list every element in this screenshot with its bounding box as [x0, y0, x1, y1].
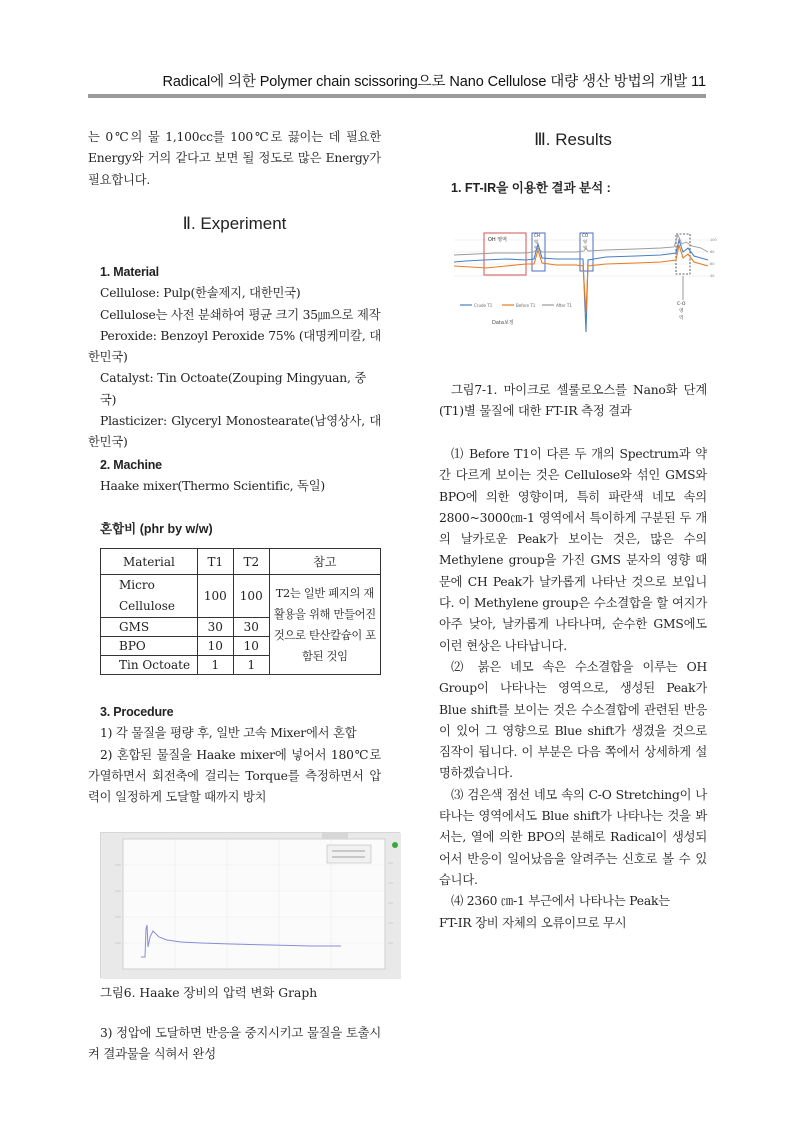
haake-graph-photo	[100, 832, 400, 978]
mix-ratio-table	[100, 548, 381, 675]
table-cell: 10	[197, 637, 233, 656]
svg-text:100: 100	[710, 238, 717, 242]
table-cell: 100	[233, 575, 269, 618]
procedure-section	[88, 702, 381, 808]
column-header: T2	[233, 549, 269, 575]
legend-label: Before T1	[516, 303, 536, 308]
svg-text:60: 60	[710, 262, 715, 266]
table-cell: 30	[197, 618, 233, 637]
svg-text:C-O: C-O	[677, 302, 686, 307]
svg-text:영: 영	[583, 239, 588, 244]
running-header: Radical에 의한 Polymer chain scissoring으로 Nano Cellulose 대량 생산 방법의 개발 11	[162, 74, 706, 90]
ftir-caption	[439, 380, 707, 423]
results-title: Ⅲ. Results	[534, 130, 612, 149]
material-heading: 1. Material	[100, 265, 159, 279]
procedure-step: 2) 혼합된 물질을 Haake mixer에 넣어서 180℃로 가열하면서 회전축에 걸리는 Torque를 측정하면서 압력이 일정하게 도달할 때까지 방치	[88, 747, 381, 805]
left-column	[88, 127, 381, 191]
material-line: Cellulose: Pulp(한솔제지, 대한민국)	[100, 286, 301, 301]
material-line: Plasticizer: Glyceryl Monostearate(남영상사, 대한민국)	[88, 414, 381, 450]
material-line: Catalyst: Tin Octoate(Zouping Mingyuan, 중국)	[100, 371, 367, 407]
experiment-title: Ⅱ. Experiment	[182, 214, 287, 233]
machine-section	[88, 455, 381, 498]
procedure-step: 3) 정압에 도달하면 반응을 중지시키고 물질을 토출시켜 결과물을 식혀서 완성	[88, 1026, 381, 1062]
haake-graph-image	[101, 833, 401, 979]
svg-text:40: 40	[710, 274, 715, 278]
column-header: Material	[101, 549, 198, 575]
table-row	[101, 575, 381, 618]
svg-text:CO: CO	[582, 233, 589, 238]
svg-text:역: 역	[534, 245, 539, 250]
ftir-heading: 1. FT-IR을 이용한 결과 분석 :	[451, 181, 611, 195]
result-paragraph: FT-IR 장비 자체의 오류이므로 무시	[439, 915, 627, 930]
table-cell: GMS	[101, 618, 198, 637]
result-paragraph: ⑵ 붉은 네모 속은 수소결합을 이루는 OH Group이 나타나는 영역으로, 생성된 Peak가 Blue shift를 보이는 것은 수소결합에 관련된 반응이 있어 그 영향으로 Blue shift가 생겼을 것으로 짐작이 됩니다. 이 부분은 다음 쪽에서 상세하게 설명하겠습니다.	[439, 659, 707, 781]
svg-text:80: 80	[710, 250, 715, 254]
svg-text:영: 영	[679, 309, 684, 314]
material-line: Peroxide: Benzoyl Peroxide 75% (대명케미칼, 대한민국)	[88, 328, 381, 365]
data-note-label: Data보정	[492, 320, 514, 326]
result-paragraph: ⑶ 검은색 점선 네모 속의 C-O Stretching이 나타나는 영역에서도 Blue shift가 나타나는 것을 봐서는, 열에 의한 BPO의 분해로 Radical이 생성되어서 반응이 일어났음을 알려주는 신호로 볼 수 있습니다.	[439, 787, 707, 887]
result-paragraph: ⑴ Before T1이 다른 두 개의 Spectrum과 약간 다르게 보이는 것은 Cellulose와 섞인 GMS와 BPO에 의한 영향이며, 특히 파란색 네모 속의 2800~3000㎝-1 영역에서 특이하게 구분된 두 개의 날카로운 Peak가 보이는 것은, 많은 수의 Methylene group을 가진 GMS 분자의 영향 때문에 CH Peak가 날카롭게 나타난 것으로 보입니다. 이 Methylene group은 수소결합을 할 여지가 아주 낮아, 날카롭게 나타나며, 순수한 GMS에도 이런 현상은 나타납니다.	[439, 447, 707, 653]
table-cell: 30	[233, 618, 269, 637]
column-header: T1	[197, 549, 233, 575]
table-cell: BPO	[101, 637, 198, 656]
ftir-spectrum-image	[446, 222, 717, 368]
material-section	[88, 262, 381, 454]
svg-text:CH: CH	[534, 233, 541, 238]
mix-ratio-heading: 혼합비 (phr by w/w)	[100, 522, 213, 536]
table-cell: 1	[197, 656, 233, 675]
result-paragraph: ⑷ 2360 ㎝-1 부근에서 나타나는 Peak는	[451, 894, 670, 909]
legend-label: After T1	[556, 303, 572, 308]
intro-paragraph: 는 0℃의 물 1,100cc를 100℃로 끓이는 데 필요한 Energy와 거의 같다고 보면 될 정도로 많은 Energy가 필요합니다.	[88, 130, 381, 187]
procedure-step: 1) 각 물질을 평량 후, 일반 고속 Mixer에서 혼합	[100, 726, 357, 741]
legend-label: Crude T1	[474, 303, 493, 308]
svg-text:역: 역	[679, 316, 684, 321]
ftir-figure	[446, 222, 717, 368]
table-cell: 1	[233, 656, 269, 675]
column-header: 참고	[269, 549, 380, 575]
header-rule	[88, 94, 706, 98]
figure7-caption: 그림7-1. 마이크로 셀룰로오스를 Nano화 단계(T1)별 물질에 대한 FT-IR 측정 결과	[439, 383, 707, 419]
procedure-step3	[88, 1023, 381, 1066]
oh-region-label: OH 영역	[488, 237, 507, 243]
table-cell: 10	[233, 637, 269, 656]
svg-text:영: 영	[534, 239, 539, 244]
machine-heading: 2. Machine	[100, 458, 162, 472]
svg-text:역: 역	[583, 245, 588, 250]
table-cell: Tin Octoate	[101, 656, 198, 675]
table-cell: 100	[197, 575, 233, 618]
material-line: Cellulose는 사전 분쇄하여 평균 크기 35㎛으로 제작	[100, 307, 381, 322]
table-note: T2는 일반 폐지의 재활용을 위해 만들어진 것으로 탄산칼슘이 포함된 것임	[269, 575, 380, 675]
figure6-caption: 그림6. Haake 장비의 압력 변화 Graph	[100, 986, 318, 1000]
table-header-row	[101, 549, 381, 575]
results-discussion	[439, 444, 707, 934]
machine-line: Haake mixer(Thermo Scientific, 독일)	[100, 479, 326, 494]
table-cell: Micro Cellulose	[101, 575, 198, 618]
procedure-heading: 3. Procedure	[100, 705, 174, 719]
